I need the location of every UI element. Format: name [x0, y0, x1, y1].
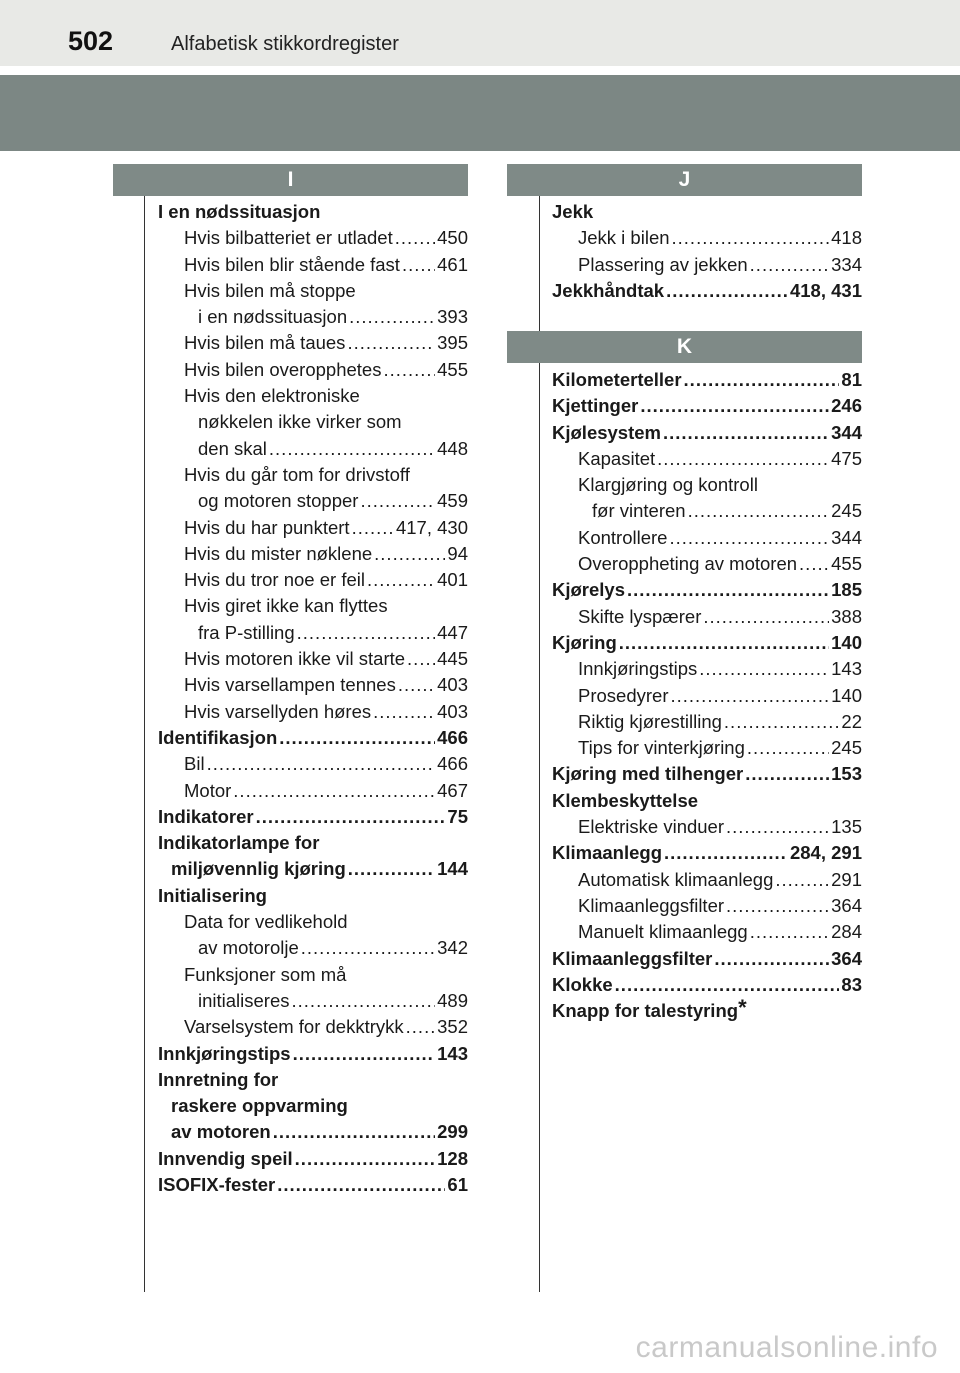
leader-dots [663, 420, 829, 446]
page-reference: 140 [831, 631, 862, 653]
page-reference: 445 [437, 648, 468, 670]
leader-dots [277, 1172, 445, 1198]
index-entry [552, 393, 862, 419]
page-reference: 459 [437, 490, 468, 512]
index-entry [158, 488, 468, 514]
page-number: 502 [68, 26, 114, 56]
index-entry [158, 1119, 468, 1145]
index-term: Hvis bilen må taues [184, 332, 346, 354]
leader-dots [657, 446, 829, 472]
leader-dots [799, 551, 829, 577]
index-term: Kjørelys [552, 579, 626, 601]
index-column-i [158, 199, 468, 1198]
page-reference: 418 [831, 227, 862, 249]
leader-dots [297, 620, 435, 646]
page-reference: 334 [831, 253, 862, 275]
index-term: og motoren stopper [198, 490, 359, 512]
index-entry [158, 620, 468, 646]
leader-dots [279, 725, 435, 751]
page-reference: 364 [831, 947, 862, 969]
index-term: Hvis den elektroniske [184, 385, 360, 407]
page-reference: 299 [437, 1121, 468, 1143]
index-term: Hvis bilen må stoppe [184, 279, 356, 301]
index-entry [158, 225, 468, 251]
index-entry [158, 672, 468, 698]
index-entry [158, 1041, 468, 1067]
index-term: initialiseres [198, 989, 290, 1011]
index-term: miljøvennlig kjøring [171, 858, 346, 880]
page-reference: 403 [437, 700, 468, 722]
page-reference: 403 [437, 674, 468, 696]
page-reference: 153 [831, 763, 862, 785]
index-entry [552, 814, 862, 840]
page-reference: 450 [437, 227, 468, 249]
leader-dots [383, 357, 435, 383]
page-reference: 475 [831, 447, 862, 469]
index-entry [158, 751, 468, 777]
leader-dots [256, 804, 446, 830]
leader-dots [293, 1041, 436, 1067]
index-term: Overoppheting av motoren [578, 553, 798, 575]
index-entry [552, 551, 862, 577]
index-term: Tips for vinterkjøring [578, 737, 745, 759]
leader-dots [292, 988, 436, 1014]
index-entry [552, 278, 862, 304]
index-term: Knapp for talestyring [552, 1000, 739, 1022]
leader-dots [745, 761, 829, 787]
page-reference: 489 [437, 989, 468, 1011]
right-column-rule-k [539, 363, 540, 1292]
index-term: før vinteren [592, 500, 686, 522]
index-entry [552, 577, 862, 603]
index-entry [158, 567, 468, 593]
index-term: Data for vedlikehold [184, 911, 348, 933]
index-entry [552, 252, 862, 278]
page-reference: 94 [447, 542, 468, 564]
index-entry [552, 735, 862, 761]
index-entry [158, 778, 468, 804]
page-reference: 344 [831, 421, 862, 443]
leader-dots [373, 699, 435, 725]
index-entry [552, 420, 862, 446]
index-term: Jekkhåndtak [552, 279, 665, 301]
right-column-rule-j [539, 196, 540, 331]
index-term: Hvis du tror noe er feil [184, 569, 365, 591]
leader-dots [664, 840, 788, 866]
leader-dots [374, 541, 445, 567]
index-entry [552, 788, 862, 814]
index-term: Jekk [552, 201, 594, 222]
index-term: i en nødssituasjon [198, 306, 348, 328]
index-term: Kjølesystem [552, 421, 661, 443]
leader-dots [666, 278, 788, 304]
leader-dots [726, 814, 829, 840]
page-reference: 395 [437, 332, 468, 354]
index-entry [552, 761, 862, 787]
page-reference: 143 [831, 658, 862, 680]
page-reference: 128 [437, 1147, 468, 1169]
index-entry [552, 367, 862, 393]
index-entry [552, 525, 862, 551]
index-entry [158, 409, 468, 435]
index-entry [158, 988, 468, 1014]
index-column-k [552, 367, 862, 1024]
index-entry [552, 709, 862, 735]
page-reference: 466 [437, 726, 468, 748]
index-term: Kjøring [552, 631, 617, 653]
index-term: Initialisering [158, 884, 267, 906]
index-entry [158, 1146, 468, 1172]
page-reference: 401 [437, 569, 468, 591]
index-term: Hvis motoren ikke vil starte [184, 648, 406, 670]
index-term: Hvis bilen blir stående fast [184, 253, 400, 275]
leader-dots [348, 856, 435, 882]
index-term: Plassering av jekken [578, 253, 748, 275]
index-term: Innvendig speil [158, 1147, 293, 1169]
page-reference: 81 [841, 369, 862, 390]
index-term: Klimaanlegg [552, 842, 662, 864]
page-reference: 185 [831, 579, 862, 601]
index-entry [158, 856, 468, 882]
leader-dots [402, 252, 435, 278]
index-term: Manuelt klimaanlegg [578, 921, 748, 943]
index-term: Innretning for [158, 1068, 279, 1090]
index-term: Automatisk klimaanlegg [578, 868, 774, 890]
page-reference: 144 [437, 858, 468, 880]
index-entry [158, 330, 468, 356]
index-entry [158, 252, 468, 278]
page-reference: 352 [437, 1016, 468, 1038]
leader-dots [640, 393, 829, 419]
leader-dots [233, 778, 435, 804]
index-entry [158, 883, 468, 909]
page-reference: 455 [831, 553, 862, 575]
leader-dots [699, 656, 829, 682]
index-entry [552, 867, 862, 893]
index-term: Funksjoner som må [184, 963, 347, 985]
index-term: Klimaanleggsfilter [578, 894, 725, 916]
page-reference: 417, 430 [395, 516, 468, 538]
index-term: Indikatorer [158, 805, 254, 827]
index-term: Riktig kjørestilling [578, 710, 722, 732]
leader-dots [406, 1014, 435, 1040]
index-term: Hvis du går tom for drivstoff [184, 463, 410, 485]
index-term: fra P-stilling [198, 621, 295, 643]
index-entry [552, 972, 862, 998]
index-entry [158, 804, 468, 830]
page-reference: 291 [831, 868, 862, 890]
index-entry [158, 1014, 468, 1040]
index-term: I en nødssituasjon [158, 201, 321, 222]
leader-dots [619, 630, 829, 656]
leader-dots [615, 972, 840, 998]
index-term: Kapasitet [578, 447, 656, 469]
index-term: nøkkelen ikke virker som [198, 411, 402, 433]
page-reference: 245 [831, 737, 862, 759]
page-title: Alfabetisk stikkordregister [171, 33, 399, 55]
leader-dots [672, 225, 830, 251]
index-term: ISOFIX-fester [158, 1173, 276, 1195]
section-header-j: J [507, 164, 862, 196]
index-term: Hvis bilbatteriet er utladet [184, 227, 393, 249]
leader-dots [360, 488, 435, 514]
index-term: Identifikasjon [158, 726, 278, 748]
index-entry [552, 840, 862, 866]
page-reference: 284 [831, 921, 862, 943]
index-term: Hvis du mister nøklene [184, 542, 373, 564]
index-term: raskere oppvarming [171, 1095, 348, 1117]
page-reference: 447 [437, 621, 468, 643]
index-term: Hvis du har punktert [184, 516, 350, 538]
index-term: Indikatorlampe for [158, 832, 320, 854]
page-reference: 388 [831, 605, 862, 627]
index-term: Prosedyrer [578, 684, 669, 706]
index-entry [158, 1093, 468, 1119]
index-entry [158, 304, 468, 330]
index-entry [158, 725, 468, 751]
index-term: Bil [184, 753, 205, 775]
index-term: Jekk i bilen [578, 227, 670, 249]
leader-dots [669, 525, 829, 551]
index-entry [158, 357, 468, 383]
page-reference: 143 [437, 1042, 468, 1064]
leader-dots [207, 751, 436, 777]
index-entry [158, 1172, 468, 1198]
leader-dots [684, 367, 840, 393]
leader-dots [747, 735, 829, 761]
leader-dots [367, 567, 435, 593]
index-term: av motoren [171, 1121, 271, 1143]
section-header-k: K [507, 331, 862, 363]
index-entry [158, 199, 468, 225]
page-reference: 393 [437, 306, 468, 328]
leader-dots [352, 515, 394, 541]
index-term: Klimaanleggsfilter [552, 947, 713, 969]
page-reference: 418, 431 [789, 279, 862, 301]
leader-dots [724, 709, 840, 735]
leader-dots [627, 577, 829, 603]
leader-dots [750, 252, 829, 278]
section-header-i: I [113, 164, 468, 196]
index-term: Klembeskyttelse [552, 789, 699, 811]
index-term: Hvis varsellampen tennes [184, 674, 396, 696]
page-reference: 140 [831, 684, 862, 706]
leader-dots [273, 1119, 435, 1145]
index-entry [158, 383, 468, 409]
index-term: Elektriske vinduer [578, 816, 725, 838]
left-column-rule [144, 196, 145, 1292]
page-reference: 466 [437, 753, 468, 775]
index-entry [158, 935, 468, 961]
index-entry [552, 683, 862, 709]
leader-dots [301, 935, 435, 961]
index-term: Klargjøring og kontroll [578, 474, 758, 496]
index-term: Motor [184, 779, 232, 801]
page-reference: 246 [831, 395, 862, 417]
leader-dots [295, 1146, 435, 1172]
index-entry [158, 593, 468, 619]
page-reference: 344 [831, 526, 862, 548]
leader-dots [714, 946, 829, 972]
index-term: Innkjøringstips [578, 658, 698, 680]
index-term: Innkjøringstips [158, 1042, 291, 1064]
index-entry [158, 962, 468, 988]
index-term: Kjøring med tilhenger [552, 763, 744, 785]
index-entry [158, 699, 468, 725]
page-reference: 83 [841, 973, 862, 995]
leader-dots [688, 498, 830, 524]
page-reference: 75 [447, 805, 468, 827]
page-reference: 448 [437, 437, 468, 459]
leader-dots [775, 867, 829, 893]
index-term: Hvis giret ikke kan flyttes [184, 595, 388, 617]
page-reference: 342 [437, 937, 468, 959]
page-reference: 135 [831, 816, 862, 838]
page-reference: 22 [841, 710, 862, 732]
index-entry [158, 646, 468, 672]
index-entry [158, 830, 468, 856]
index-entry [552, 630, 862, 656]
page-reference: 455 [437, 358, 468, 380]
leader-dots [269, 436, 435, 462]
index-entry [552, 199, 862, 225]
index-entry [158, 515, 468, 541]
page-reference: 61 [447, 1173, 468, 1195]
index-term: Hvis bilen overopphetes [184, 358, 382, 380]
page-reference: 364 [831, 894, 862, 916]
leader-dots [703, 604, 829, 630]
index-entry [552, 446, 862, 472]
index-entry [552, 893, 862, 919]
page-reference: 461 [437, 253, 468, 275]
index-entry [552, 225, 862, 251]
header-band [0, 75, 960, 151]
index-entry [552, 604, 862, 630]
leader-dots [395, 225, 435, 251]
index-entry: Knapp for talestyring * [552, 998, 862, 1024]
index-entry [158, 436, 468, 462]
index-term: av motorolje [198, 937, 299, 959]
watermark: carmanualsonline.info [635, 1331, 938, 1364]
index-term: Skifte lyspærer [578, 605, 702, 627]
index-term: Klokke [552, 973, 613, 995]
leader-dots [750, 919, 829, 945]
leader-dots [407, 646, 435, 672]
index-term: Kilometerteller [552, 369, 682, 390]
index-entry [552, 946, 862, 972]
page-reference: 245 [831, 500, 862, 522]
leader-dots [347, 330, 435, 356]
index-entry [158, 909, 468, 935]
index-entry [552, 656, 862, 682]
index-entry [552, 472, 862, 498]
leader-dots [670, 683, 829, 709]
index-term: Kontrollere [578, 526, 668, 548]
index-entry [158, 1067, 468, 1093]
index-entry [158, 462, 468, 488]
leader-dots [398, 672, 435, 698]
index-entry [158, 278, 468, 304]
index-entry [158, 541, 468, 567]
page-reference: 284, 291 [789, 842, 862, 864]
leader-dots [349, 304, 435, 330]
page-header [0, 0, 960, 66]
index-entry [552, 919, 862, 945]
index-term: den skal [198, 437, 267, 459]
index-term: Kjettinger [552, 395, 639, 417]
index-entry [552, 498, 862, 524]
page-reference: 467 [437, 779, 468, 801]
index-column-j [552, 199, 862, 304]
index-term: Hvis varsellyden høres [184, 700, 372, 722]
index-term: Varselsystem for dekktrykk [184, 1016, 404, 1038]
leader-dots [726, 893, 829, 919]
